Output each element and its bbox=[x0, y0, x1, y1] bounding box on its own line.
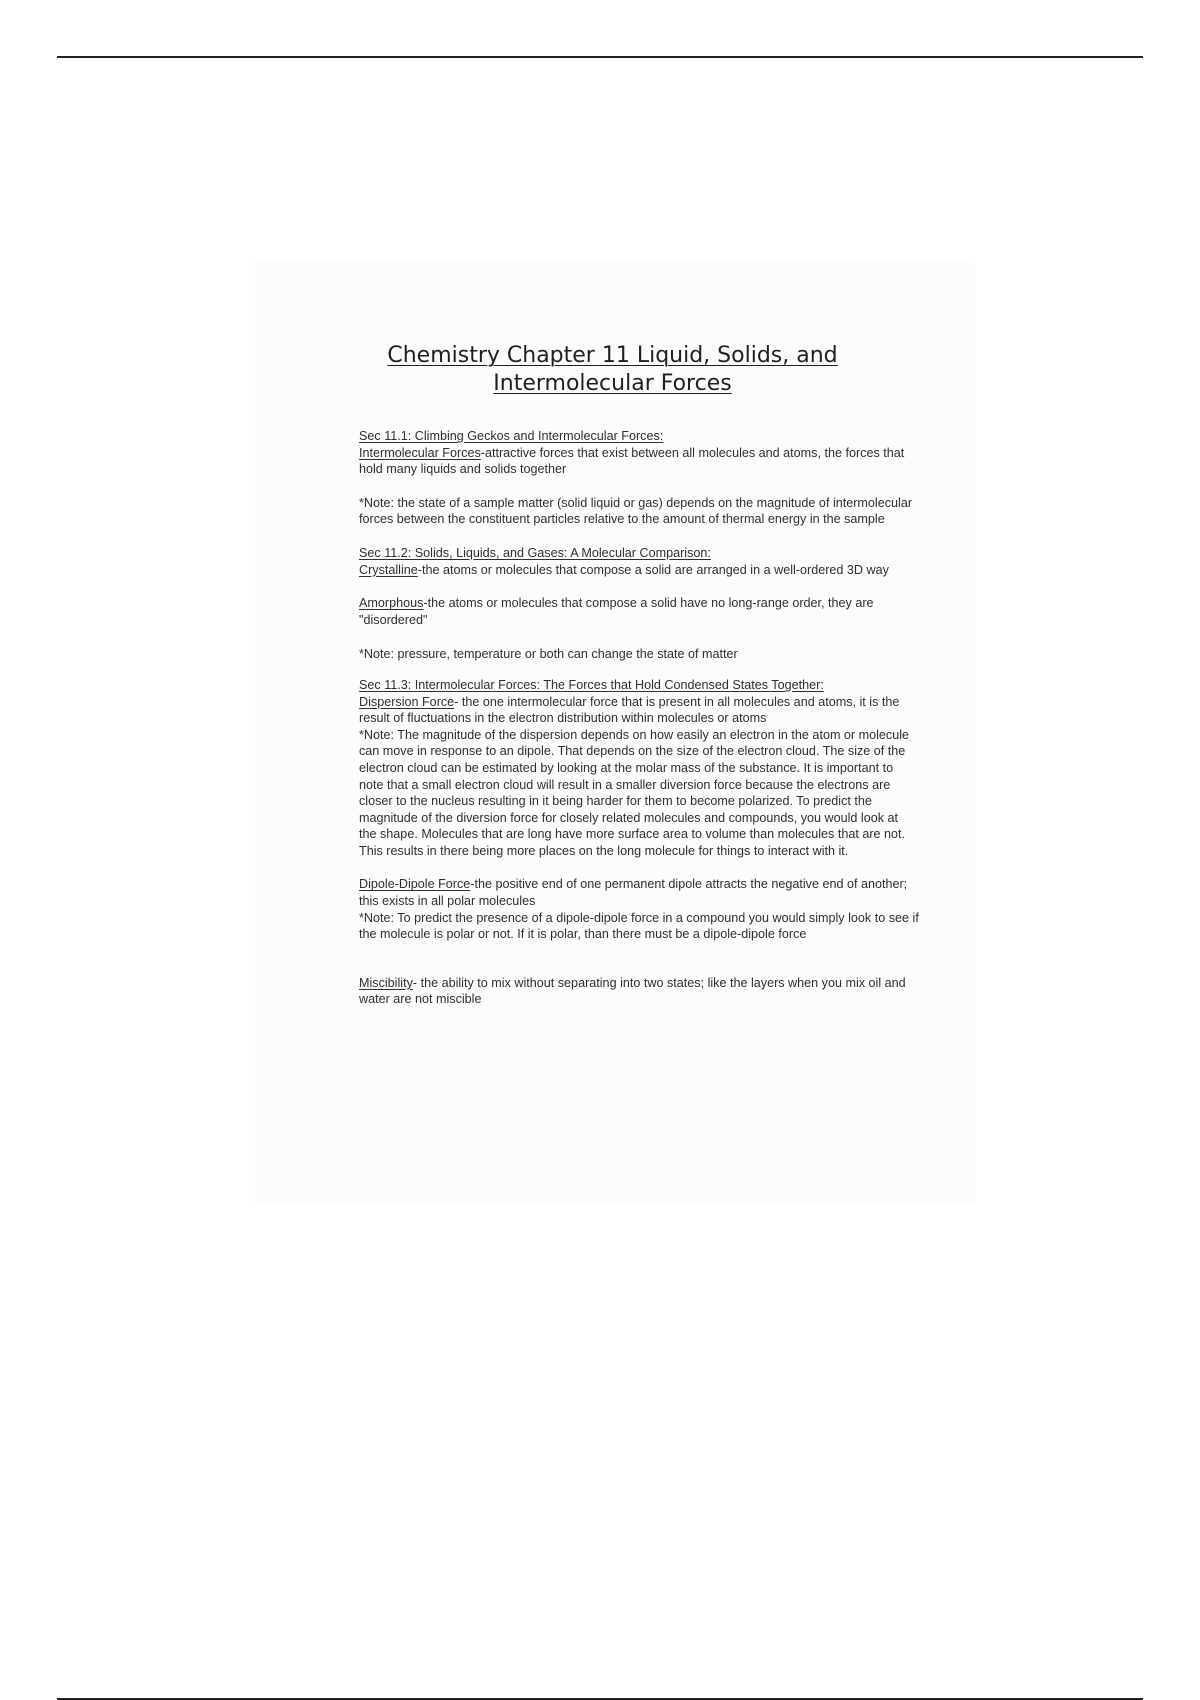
definition-text: -the atoms or molecules that compose a solid are arranged in a well-ordered 3D way bbox=[417, 562, 889, 577]
note-dispersion: *Note: The magnitude of the dispersion depends on how easily an electron in the atom or molecule can move in response to an dipole. That depends on the size of the electron cloud. The size of the electron cloud can be estimated by looking at the molar mass of the substance. It is important to note that a small electron cloud will result in a smaller diversion force because the electrons are closer to the nucleus resulting in it being harder for them to become polarized. To predict the magnitude of the diversion force for closely related molecules and compounds, you would look at the shape. Molecules that are long have more surface area to volume than molecules that are not. This results in there being more places on the long molecule for things to interact with it. bbox=[359, 727, 910, 858]
term-miscibility: Miscibility bbox=[359, 975, 413, 990]
section-heading-11-1: Sec 11.1: Climbing Geckos and Intermolecular Forces: bbox=[359, 429, 664, 443]
title-line-2: Intermolecular Forces bbox=[493, 371, 732, 396]
document-body bbox=[359, 428, 919, 1008]
definition-amorphous bbox=[359, 595, 919, 628]
term-intermolecular-forces: Intermolecular Forces bbox=[359, 445, 481, 460]
term-crystalline: Crystalline bbox=[359, 562, 418, 577]
definition-crystalline bbox=[359, 562, 919, 579]
term-dipole-dipole-force: Dipole-Dipole Force bbox=[359, 877, 471, 892]
note-pressure: *Note: pressure, temperature or both can change the state of matter bbox=[359, 647, 738, 662]
definition-text: - the ability to mix without separating into two states; like the layers when you mix oil and water are not miscible bbox=[359, 975, 906, 1007]
note-dipole: *Note: To predict the presence of a dipole-dipole force in a compound you would simply look to see if the molecule is polar or not. If it is polar, than there must be a dipole-dipole force bbox=[359, 910, 919, 942]
definition-intermolecular-forces bbox=[359, 445, 919, 478]
definition-text: -the positive end of one permanent dipole attracts the negative end of another; this exists in all polar molecules bbox=[359, 877, 908, 909]
term-dispersion-force: Dispersion Force bbox=[359, 694, 455, 709]
top-rule bbox=[57, 56, 1143, 58]
document-title bbox=[360, 342, 865, 398]
definition-dispersion-force bbox=[359, 694, 919, 727]
definition-text: - the one intermolecular force that is present in all molecules and atoms, it is the result of fluctuations in the electron distribution within molecules or atoms bbox=[359, 694, 900, 726]
section-heading-11-3: Sec 11.3: Intermolecular Forces: The Forces that Hold Condensed States Together: bbox=[359, 677, 824, 692]
definition-miscibility bbox=[359, 975, 919, 1008]
title-line-1: Chemistry Chapter 11 Liquid, Solids, and bbox=[387, 343, 838, 368]
term-amorphous: Amorphous bbox=[359, 596, 424, 611]
definition-text: -attractive forces that exist between all molecules and atoms, the forces that hold many liquids and solids together bbox=[359, 445, 905, 477]
definition-dipole-dipole-force bbox=[359, 876, 919, 909]
definition-text: -the atoms or molecules that compose a solid have no long-range order, they are "disordered" bbox=[359, 596, 874, 627]
note-state-of-matter: *Note: the state of a sample matter (solid liquid or gas) depends on the magnitude of intermolecular forces between the constituent particles relative to the amount of thermal energy in the sample bbox=[359, 495, 913, 527]
section-heading-11-2: Sec 11.2: Solids, Liquids, and Gases: A Molecular Comparison: bbox=[359, 545, 711, 560]
